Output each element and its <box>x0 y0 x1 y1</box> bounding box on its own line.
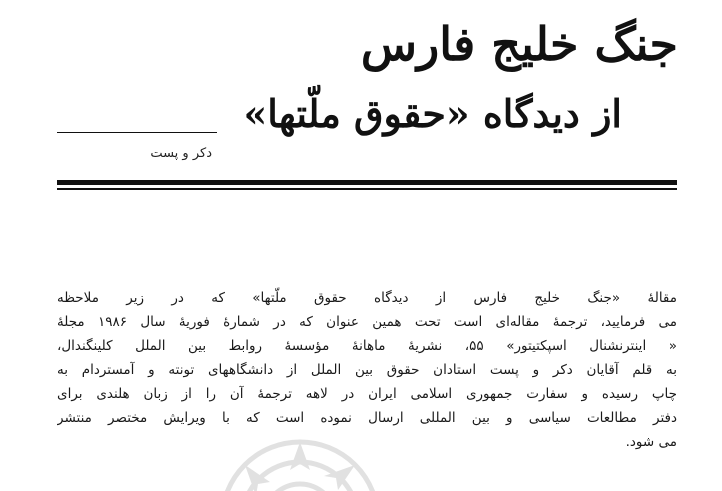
article-line-1: مقالهٔ «جنگ خلیج فارس از دیدگاه حقوق ملّتها» که در زیر ملاحظه <box>57 290 677 306</box>
article-line-6: دفتر مطالعات سیاسی و بین المللی ارسال نموده است که با ویرایش مختصر منتشر <box>57 410 677 426</box>
article-line-2: می فرمایید، ترجمهٔ مقاله‌ای است تحت همین عنوان که در شمارهٔ فوریهٔ سال ۱۹۸۶ مجلهٔ <box>57 314 677 330</box>
article-line-3: « اینترنشنال اسپکتیتور» ۵۵، نشریهٔ ماهانهٔ مؤسسهٔ روابط بین الملل کلینگندال، <box>57 338 677 354</box>
watermark-rosette-svg <box>210 430 390 491</box>
title-underline <box>57 132 217 133</box>
ornamental-rosette-icon <box>210 430 390 491</box>
header-rule-thick <box>57 180 677 185</box>
header-rule-thin <box>57 188 677 190</box>
article-line-7: می شود. <box>625 434 677 450</box>
article-line-5: چاپ رسیده و سفارت جمهوری اسلامی ایران در لاهه ترجمهٔ آن را از زبان هلندی برای <box>57 386 677 402</box>
article-line-4: به قلم آقایان دکر و پست استادان حقوق بین الملل از دانشگاههای تونته و آمستردام به <box>57 362 677 378</box>
title-line-1: جنگ خلیج فارس <box>360 17 678 71</box>
title-line-2: از دیدگاه «حقوق ملّتها» <box>243 91 622 136</box>
article-body <box>57 286 677 454</box>
author-name: دکر و پست <box>150 146 212 161</box>
